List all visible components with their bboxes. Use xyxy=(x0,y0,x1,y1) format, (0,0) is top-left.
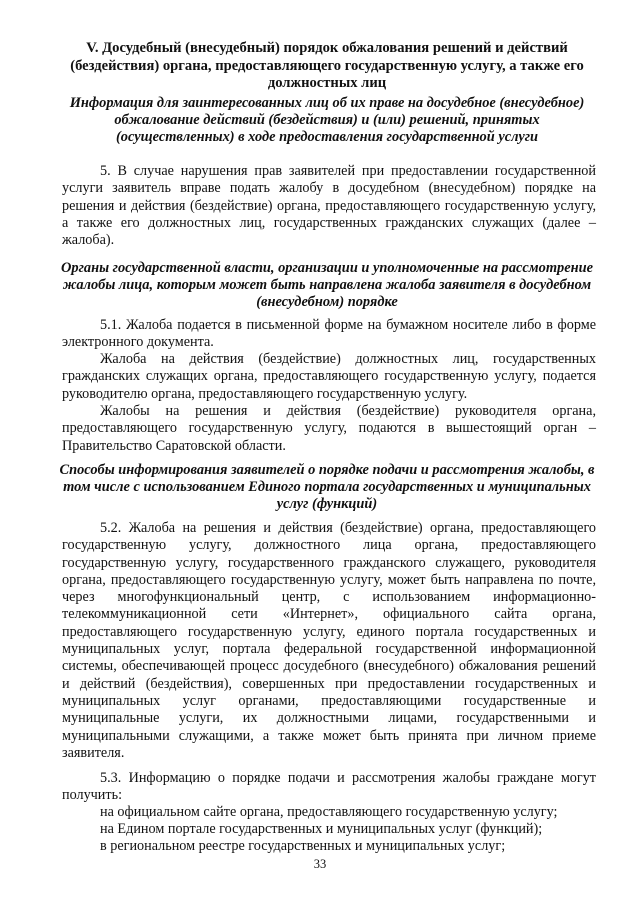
subheading-info: Информация для заинтересованных лиц об их праве на досудебное (внесудебное) обжалование действий (бездействия) и (или) решений, принятых (осуществленных) в ходе предоставления государственной услуги xyxy=(69,95,585,146)
list-item-unified-portal: на Едином портале государственных и муниципальных услуг (функций); xyxy=(100,821,543,837)
paragraph-5-1: 5.1. Жалоба подается в письменной форме на бумажном носителе либо в форме электронного документа. xyxy=(62,317,596,351)
paragraph-5-1-government: Жалобы на решения и действия (бездействие) руководителя органа, предоставляющего государственную услугу, подаются в вышестоящий орган – Правительство Саратовской области. xyxy=(62,403,596,454)
paragraph-5-1-head: Жалоба на действия (бездействие) должностных лиц, государственных гражданских служащих органа, предоставляющего государственную услугу, подается руководителю органа, предоставляющего государственную услугу. xyxy=(62,351,596,402)
paragraph-5-2: 5.2. Жалоба на решения и действия (бездействие) органа, предоставляющего государственную услугу, должностного лица органа, предоставляющего государственную услугу, государственного гражданского служащего, руководителя органа, предоставляющего государственную услугу, может быть направлена по почте, через многофункциональный центр, с использованием информационно-телекоммуникационной сети «Интернет», официального сайта органа, предоставляющего государственную услугу, единого портала государственных и муниципальных услуг, портала федеральной государственной информационной системы, обеспечивающей процесс досудебного (внесудебного) обжалования решений и действий (бездействия), совершенных при предоставлении государственных и муниципальных услуг органами, предоставляющими государственные и муниципальные услуги, их должностными лицами, государственными и муниципальными служащими, а также может быть принята при личном приеме заявителя. xyxy=(62,520,596,761)
list-item-official-site: на официальном сайте органа, предоставляющего государственную услугу; xyxy=(100,804,558,820)
paragraph-5-3: 5.3. Информацию о порядке подачи и рассмотрения жалобы граждане могут получить: xyxy=(62,770,596,804)
page-number: 33 xyxy=(313,857,327,871)
section-title: V. Досудебный (внесудебный) порядок обжалования решений и действий (бездействия) органа, предоставляющего государственную услугу, а также его должностных лиц xyxy=(70,40,584,91)
paragraph-5: 5. В случае нарушения прав заявителей при предоставлении государственной услуги заявитель вправе подать жалобу в досудебном (внесудебном) порядке на решения и действия (бездействие) органа, предоставляющего государственную услугу, а также его должностных лиц, государственных гражданских служащих (далее – жалоба). xyxy=(62,163,596,249)
subheading-bodies: Органы государственной власти, организации и уполномоченные на рассмотрение жалобы лица, которым может быть направлена жалоба заявителя в досудебном (внесудебном) порядке xyxy=(60,260,593,311)
subheading-informing: Способы информирования заявителей о порядке подачи и рассмотрения жалобы, в том числе с использованием Единого портала государственных и муниципальных услуг (функций) xyxy=(59,462,595,513)
list-item-regional-registry: в региональном реестре государственных и муниципальных услуг; xyxy=(100,838,506,854)
